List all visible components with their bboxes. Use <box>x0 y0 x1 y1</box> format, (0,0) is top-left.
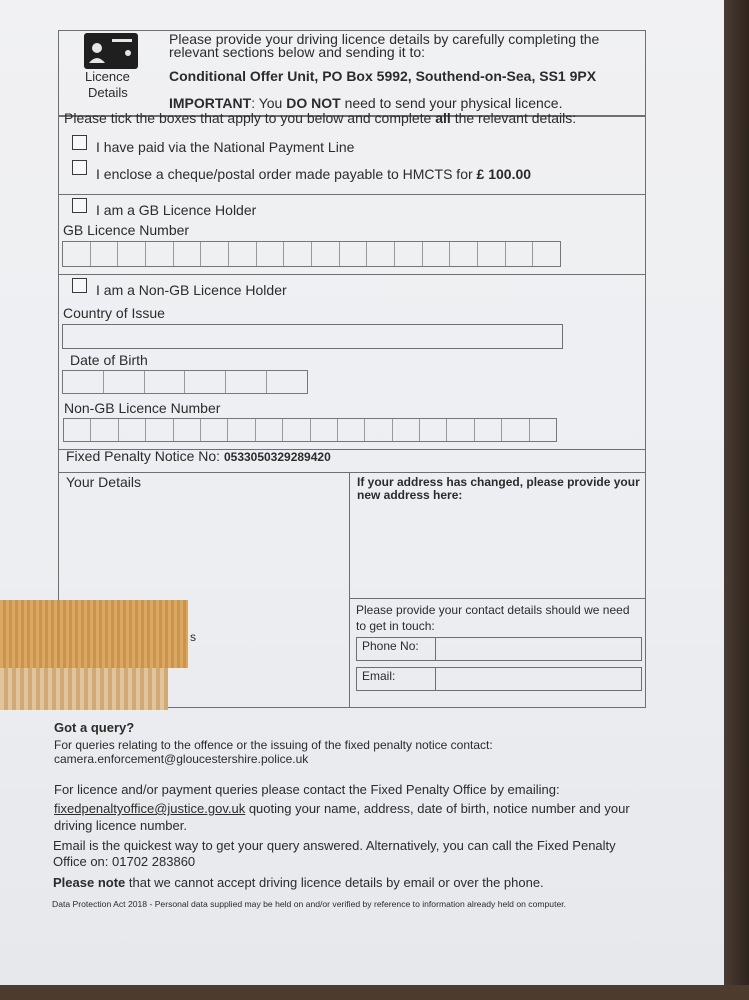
offence-query-line: For queries relating to the offence or the issuing of the fixed penalty notice contact: <box>54 738 493 752</box>
redaction-tape <box>0 600 188 668</box>
gb-holder-label: I am a GB Licence Holder <box>96 202 257 218</box>
country-input[interactable] <box>62 324 563 349</box>
please-note <box>53 875 544 890</box>
non-gb-holder-checkbox[interactable] <box>72 278 87 293</box>
your-details-label: Your Details <box>66 474 141 490</box>
query-heading: Got a query? <box>54 720 135 735</box>
email-label: Email: <box>362 669 396 683</box>
contact-line1: Please provide your contact details should we need <box>356 603 630 617</box>
penalty-number: 0533050329289420 <box>223 450 331 464</box>
important-pre: : You <box>251 95 287 111</box>
fixed-penalty-email-link[interactable]: fixedpenaltyoffice@justice.gov.uk <box>54 801 246 816</box>
cheque-amount: £ 100.00 <box>476 166 532 182</box>
country-label: Country of Issue <box>63 305 165 321</box>
cheque-option-pre: I enclose a cheque/postal order made payable to HMCTS for <box>96 166 477 182</box>
data-protection-notice: Data Protection Act 2018 - Personal data supplied may be held on and/or verified by reference to information already held on computer. <box>52 899 567 909</box>
important-label: IMPORTANT <box>169 95 252 111</box>
divider <box>58 472 646 473</box>
important-post: need to send your physical licence. <box>340 95 563 111</box>
quickest-line2: Office on: 01702 283860 <box>53 854 196 869</box>
phone-label: Phone No: <box>362 639 419 653</box>
gb-holder-checkbox[interactable] <box>72 198 87 213</box>
details-divider <box>349 472 350 708</box>
divider <box>58 194 646 195</box>
non-gb-holder-label: I am a Non-GB Licence Holder <box>96 282 287 298</box>
background-edge-bottom <box>0 985 749 1000</box>
intro-line1: Please provide your driving licence details by carefully completing the <box>169 31 600 47</box>
important-notice <box>169 95 563 111</box>
address-changed-line1: If your address has changed, please provide your <box>357 475 640 489</box>
cheque-option-label <box>96 166 531 182</box>
paid-checkbox[interactable] <box>72 135 87 150</box>
send-address: Conditional Offer Unit, PO Box 5992, Southend-on-Sea, SS1 9PX <box>169 68 597 84</box>
non-gb-licence-number-input[interactable] <box>63 418 557 442</box>
paid-option-label: I have paid via the National Payment Line <box>96 139 355 155</box>
gb-licence-number-input[interactable] <box>62 241 561 267</box>
non-gb-number-label: Non-GB Licence Number <box>64 400 221 416</box>
email-input[interactable] <box>436 668 641 690</box>
tick-instruction <box>64 110 576 126</box>
licence-query-line3: driving licence number. <box>54 818 187 833</box>
dob-label: Date of Birth <box>70 352 148 368</box>
licence-query-line: For licence and/or payment queries please contact the Fixed Penalty Office by emailing: <box>54 782 560 797</box>
licence-query-email-line <box>54 801 630 816</box>
important-bold: DO NOT <box>286 95 341 111</box>
penalty-notice <box>66 448 331 464</box>
please-note-bold: Please note <box>53 875 126 890</box>
cheque-checkbox[interactable] <box>72 160 87 175</box>
quickest-line1: Email is the quickest way to get your query answered. Alternatively, you can call the Fixed Penalty <box>53 838 616 853</box>
tick-instruction-post: the relevant details: <box>450 110 577 126</box>
phone-input[interactable] <box>436 638 641 660</box>
tick-instruction-bold: all <box>435 110 451 126</box>
gb-number-label: GB Licence Number <box>63 222 190 238</box>
address-changed-line2: new address here: <box>357 488 463 502</box>
licence-card-icon <box>84 33 138 69</box>
licence-query-line2-post: quoting your name, address, date of birth, notice number and your <box>245 801 630 816</box>
icon-caption-line1: Licence <box>85 69 130 84</box>
dob-input[interactable] <box>62 370 308 394</box>
icon-caption-line2: Details <box>88 85 128 100</box>
divider <box>58 274 646 275</box>
redaction-tape-lower <box>0 668 168 710</box>
obscured-text-fragment: s <box>190 630 196 644</box>
offence-email: camera.enforcement@gloucestershire.police.uk <box>54 752 309 766</box>
divider <box>349 598 646 599</box>
tick-instruction-pre: Please tick the boxes that apply to you below and complete <box>64 110 436 126</box>
contact-line2: to get in touch: <box>356 619 435 633</box>
intro-line2: relevant sections below and sending it to: <box>169 44 426 60</box>
background-edge <box>724 0 749 1000</box>
penalty-label: Fixed Penalty Notice No: <box>66 448 224 464</box>
please-note-post: that we cannot accept driving licence details by email or over the phone. <box>125 875 544 890</box>
